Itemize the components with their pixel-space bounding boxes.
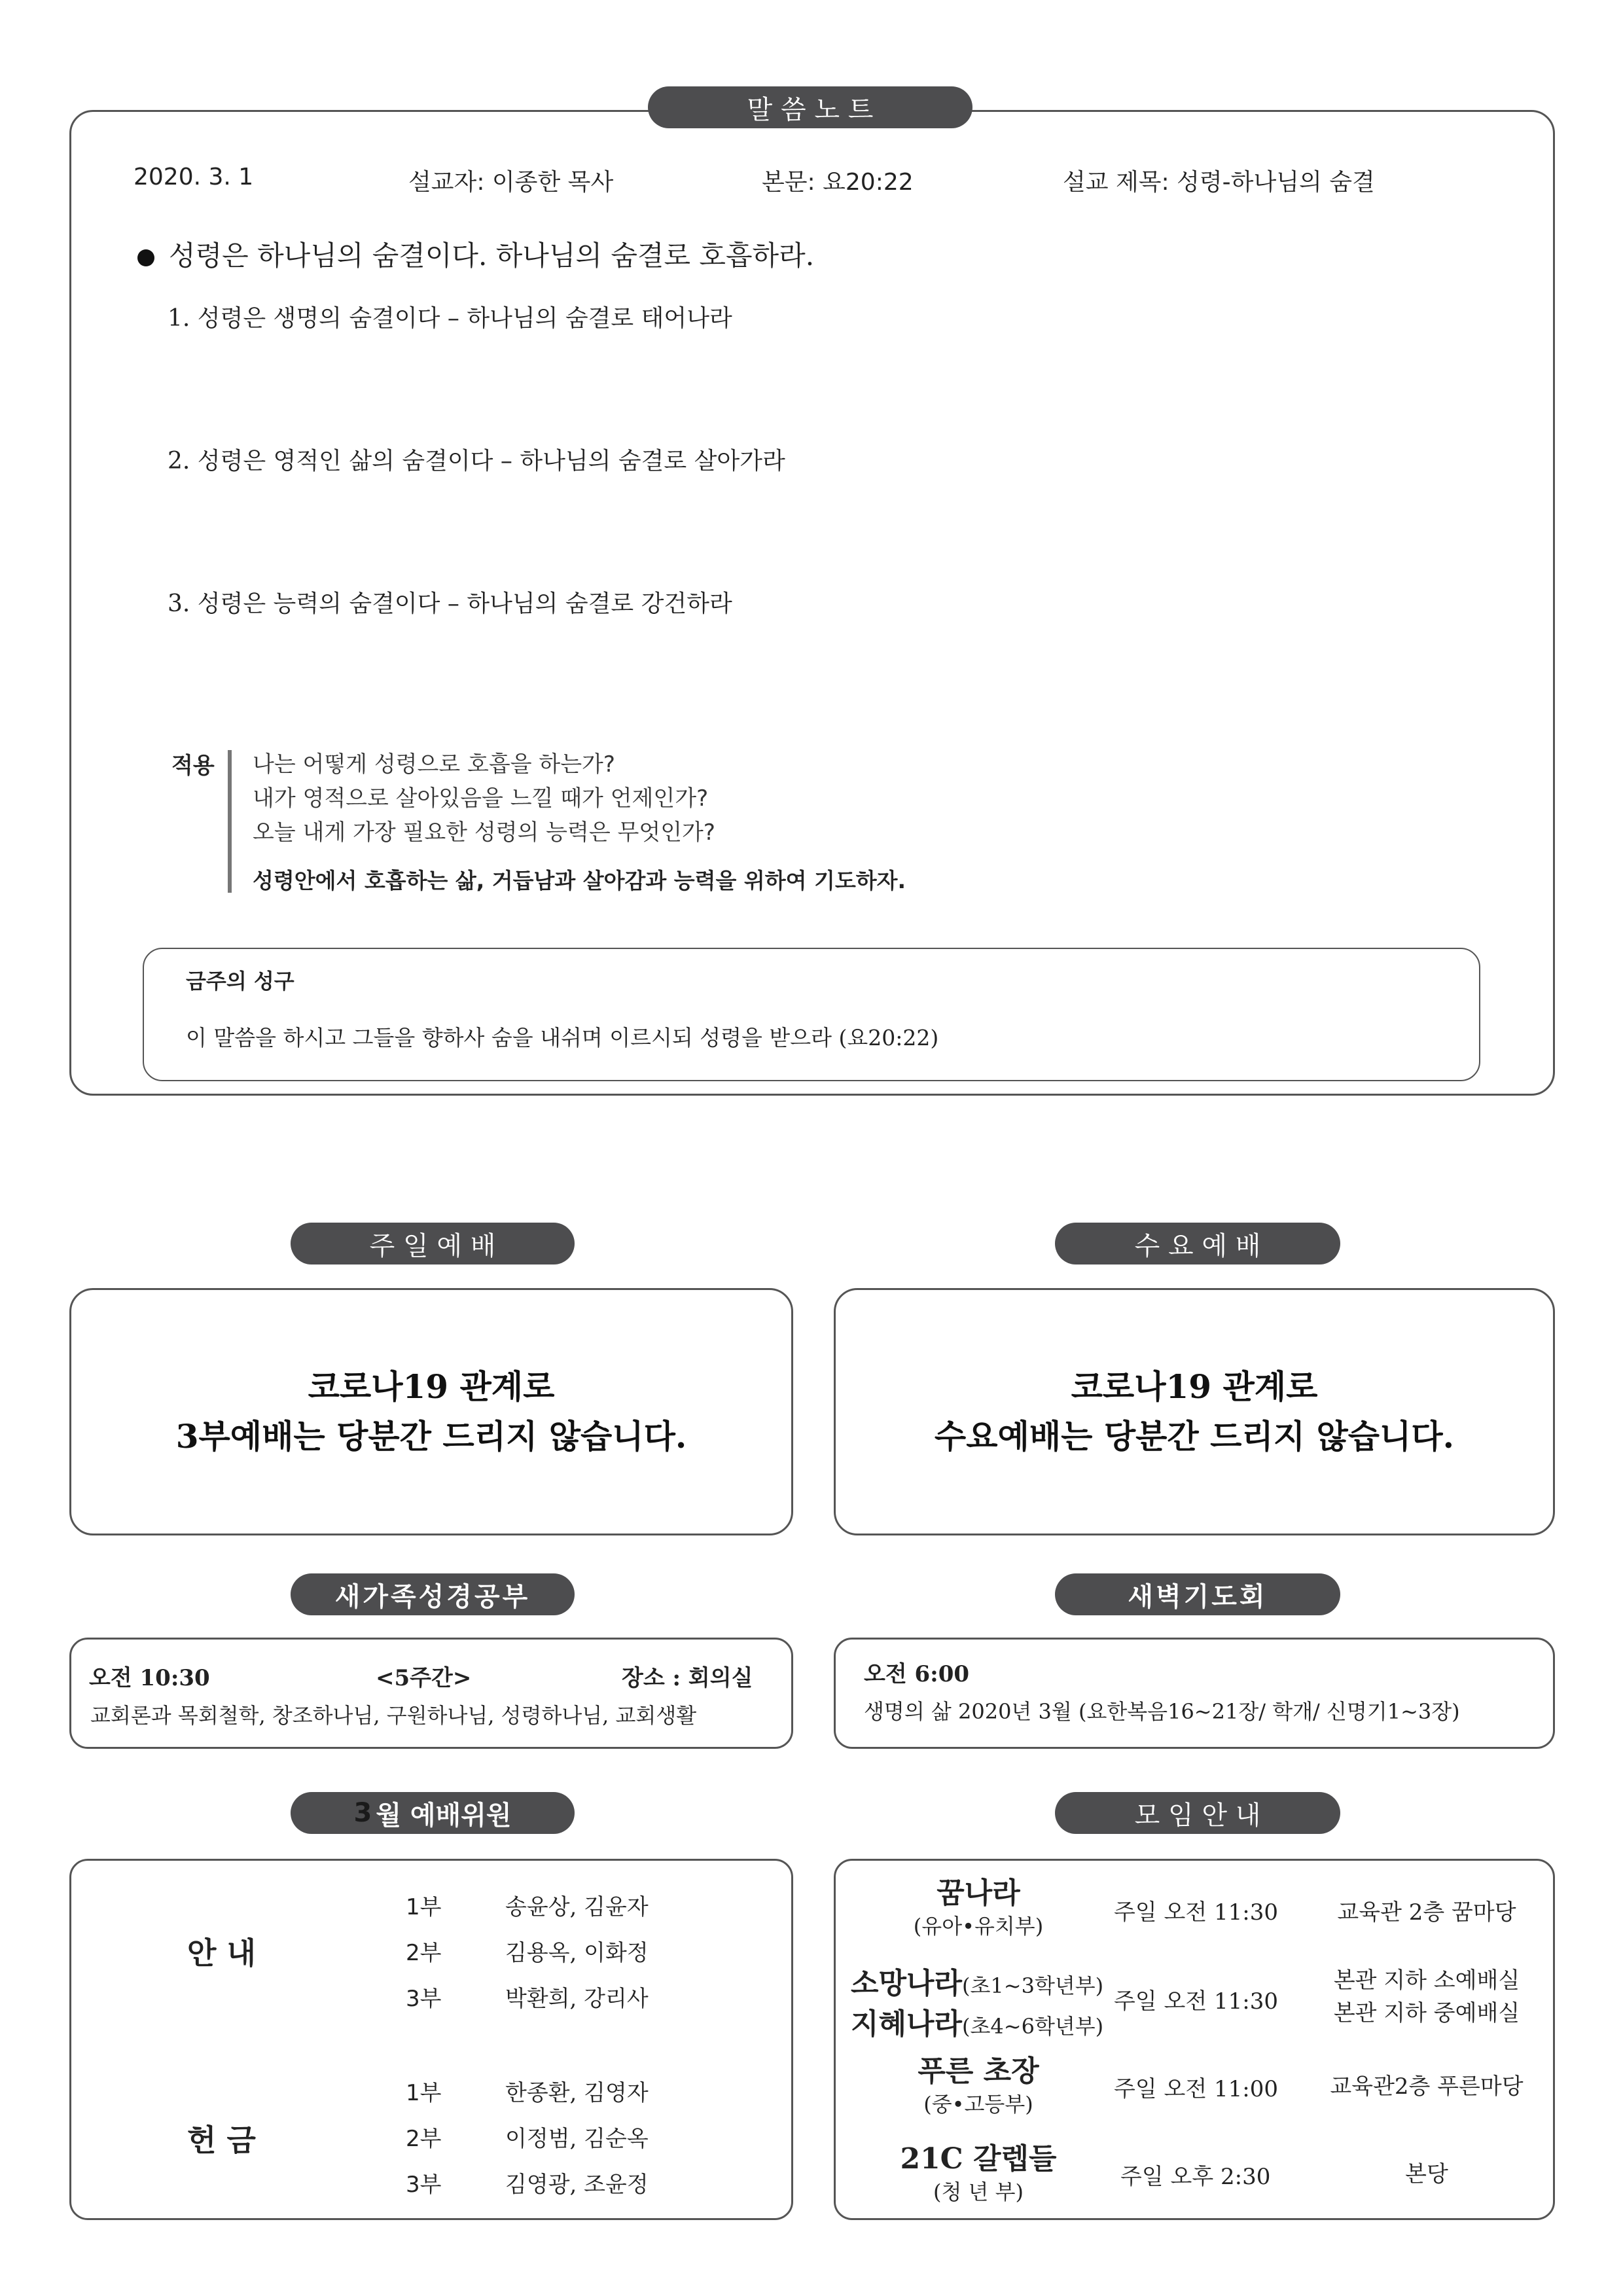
application-line-3: 오늘 내게 가장 필요한 성령의 능력은 무엇인가? xyxy=(253,819,715,846)
sunday-notice-line-2: 3부예배는 당분간 드리지 않습니다. xyxy=(175,1417,687,1456)
guide-names-3: 박환희, 강리사 xyxy=(505,1986,649,2012)
committee-role-offering: 헌 금 xyxy=(187,2123,256,2158)
meeting-sub-1: (유아•유치부) xyxy=(913,1914,1044,1939)
offering-part-3: 3부 xyxy=(406,2172,442,2198)
family-study-topics: 교회론과 목회철학, 창조하나님, 구원하나님, 성령하나님, 교회생활 xyxy=(90,1703,697,1728)
weekly-verse-label: 금주의 성구 xyxy=(186,969,294,994)
wednesday-notice-line-1: 코로나19 관계로 xyxy=(1071,1367,1318,1406)
bullet-icon xyxy=(137,249,154,266)
offering-part-1: 1부 xyxy=(406,2080,442,2106)
meeting-sub-3: (중•고등부) xyxy=(923,2092,1033,2117)
sermon-date: 2020. 3. 1 xyxy=(134,164,254,190)
application-line-1: 나는 어떻게 성령으로 호흡을 하는가? xyxy=(253,751,615,778)
sermon-point-3: 3. 성령은 능력의 숨결이다 – 하나님의 숨결로 강건하라 xyxy=(168,590,732,617)
dawn-prayer-box xyxy=(834,1638,1555,1749)
dawn-prayer-time: 오전 6:00 xyxy=(864,1661,970,1687)
meeting-name-2-main: 소망나라 xyxy=(851,1967,963,2000)
dawn-prayer-text: 생명의 삶 2020년 3월 (요한복음16~21장/ 학개/ 신명기1~3장) xyxy=(864,1699,1460,1724)
family-study-duration: <5주간> xyxy=(376,1665,472,1691)
guide-part-3: 3부 xyxy=(406,1986,442,2012)
main-point-text: 성령은 하나님의 숨결이다. 하나님의 숨결로 호흡하라. xyxy=(169,240,815,272)
family-study-header: 새가족성경공부 xyxy=(291,1573,575,1615)
family-study-box xyxy=(69,1638,793,1749)
sermon-scripture: 본문: 요20:22 xyxy=(762,169,914,196)
meeting-name-2b-main: 지혜나라 xyxy=(851,2007,963,2041)
wednesday-worship-box xyxy=(834,1288,1555,1535)
meeting-place-1: 교육관 2층 꿈마당 xyxy=(1337,1899,1516,1926)
meeting-place-2b: 본관 지하 중예배실 xyxy=(1333,2000,1520,2026)
offering-names-2: 이정범, 김순옥 xyxy=(505,2126,649,2152)
meeting-name-1: 꿈나라 xyxy=(936,1876,1020,1910)
application-label: 적용 xyxy=(171,753,215,779)
meeting-name-2-sub: (초1~3학년부) xyxy=(962,1973,1104,1998)
guide-part-1: 1부 xyxy=(406,1894,442,1920)
main-point xyxy=(137,234,814,274)
meeting-time-3: 주일 오전 11:00 xyxy=(1114,2076,1278,2102)
meeting-name-3: 푸른 초장 xyxy=(918,2054,1039,2088)
committee-header-month: 3 xyxy=(353,1798,372,1828)
committee-role-guide: 안 내 xyxy=(187,1935,256,1971)
weekly-verse-text: 이 말씀을 하시고 그들을 향하사 숨을 내쉬며 이르시되 성령을 받으라 (요20:22) xyxy=(186,1025,939,1050)
committee-header-text: 월 예배위원 xyxy=(376,1800,512,1831)
wednesday-worship-header: 수 요 예 배 xyxy=(1055,1223,1340,1265)
dawn-prayer-header: 새벽기도회 xyxy=(1055,1573,1340,1615)
meeting-time-1: 주일 오전 11:30 xyxy=(1114,1899,1278,1926)
sermon-title: 설교 제목: 성령-하나님의 숨결 xyxy=(1063,169,1375,196)
sermon-point-1: 1. 성령은 생명의 숨결이다 – 하나님의 숨결로 태어나라 xyxy=(168,305,732,332)
meeting-time-4: 주일 오후 2:30 xyxy=(1120,2164,1271,2190)
meeting-sub-4: (청 년 부) xyxy=(933,2179,1024,2204)
offering-names-1: 한종환, 김영자 xyxy=(505,2080,649,2106)
family-study-place: 장소 : 회의실 xyxy=(622,1665,753,1691)
application-line-2: 내가 영적으로 살아있음을 느낄 때가 언제인가? xyxy=(253,785,709,812)
committee-header xyxy=(291,1792,575,1834)
family-study-time: 오전 10:30 xyxy=(89,1665,210,1691)
guide-names-2: 김용옥, 이화정 xyxy=(505,1940,649,1966)
sermon-preacher: 설교자: 이종한 목사 xyxy=(408,169,614,196)
meeting-place-3: 교육관2층 푸른마당 xyxy=(1330,2073,1524,2100)
offering-part-2: 2부 xyxy=(406,2126,442,2152)
application-prayer: 성령안에서 호흡하는 삶, 거듭남과 살아감과 능력을 위하여 기도하자. xyxy=(253,868,906,893)
sermon-point-2: 2. 성령은 영적인 삶의 숨결이다 – 하나님의 숨결로 살아가라 xyxy=(168,448,785,475)
wednesday-notice-line-2: 수요예배는 당분간 드리지 않습니다. xyxy=(934,1417,1455,1456)
sunday-worship-header: 주 일 예 배 xyxy=(291,1223,575,1265)
guide-names-1: 송윤상, 김윤자 xyxy=(505,1894,649,1920)
meeting-time-2: 주일 오전 11:30 xyxy=(1114,1988,1278,2015)
meeting-name-2 xyxy=(851,1960,1103,2001)
meeting-place-4: 본당 xyxy=(1405,2161,1448,2187)
offering-names-3: 김영광, 조윤정 xyxy=(505,2172,649,2198)
guide-part-2: 2부 xyxy=(406,1940,442,1966)
application-divider xyxy=(228,750,232,893)
meeting-name-4: 21C 갈렙들 xyxy=(900,2142,1057,2176)
weekly-verse-box xyxy=(143,948,1480,1081)
sunday-notice-line-1: 코로나19 관계로 xyxy=(308,1367,555,1406)
sermon-note-header: 말 씀 노 트 xyxy=(648,86,972,128)
sunday-worship-box xyxy=(69,1288,793,1535)
meetings-header: 모 임 안 내 xyxy=(1055,1792,1340,1834)
meeting-name-2b xyxy=(851,2000,1103,2042)
meeting-name-2b-sub: (초4~6학년부) xyxy=(962,2014,1104,2039)
meeting-place-2: 본관 지하 소예배실 xyxy=(1333,1967,1520,1994)
